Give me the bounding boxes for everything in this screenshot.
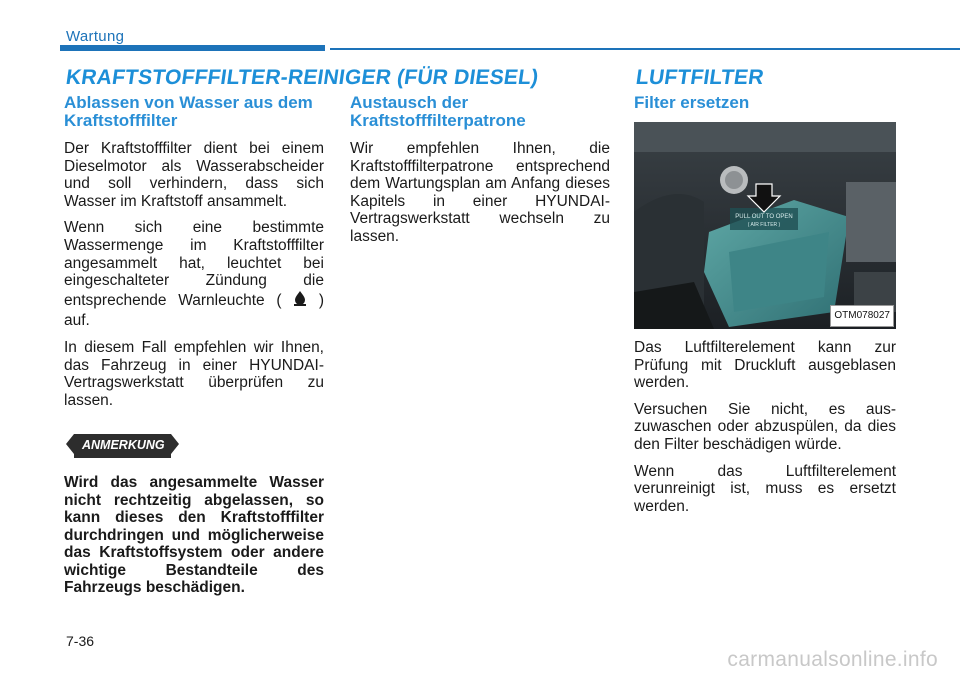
fuel-filter-water-warning-icon [293,290,307,313]
note-text: Wird das angesammelte Wasser nicht rechtzeitig abgelassen, so kann dieses den Kraftstofffilter durchdringen und möglicherweise das Kraftstoffsystem oder andere wichtige Bestandteile des Fahrzeugs beschädigen. [64,473,324,597]
header-rule-thick [60,45,325,51]
paragraph-text: ) auf. [64,291,324,330]
paragraph-text: Wenn sich eine bestimmte Wassermenge im Kraftstofffilter angesammelt hat, leuchtet bei eingeschalteter Zündung die entsprechende Warnleuchte ( [64,219,324,309]
subtitle-cartridge-replacement: Austausch der Kraftstofffilterpatrone [350,93,526,130]
paragraph: Der Kraftstofffilter dient bei einem Dieselmotor als Wasserabscheider und soll verhindern, dass sich Wasser im Kraftstoff ansammelt. [64,140,324,210]
paragraph: In diesem Fall empfehlen wir Ihnen, das Fahrzeug in einer HYUNDAI-Vertragswerkstatt überprüfen zu lassen. [64,338,324,409]
paragraph-warning-lamp [64,219,324,330]
paragraph: Versuchen Sie nicht, es aus-zuwaschen oder abzuspülen, da dies den Filter beschädigen würde. [634,400,896,453]
engine-bay-illustration [634,122,896,329]
note-badge: ANMERKUNG [74,434,171,458]
column-2 [350,94,610,255]
column-3 [634,94,896,524]
page-number: 7-36 [66,633,95,649]
engine-bay-photo [634,122,896,329]
section-title-fuel-filter: KRAFTSTOFFFILTER-REINIGER (FÜR DIESEL) [64,66,540,89]
header-rule-thin [330,48,960,50]
section-tab: Wartung [66,28,125,45]
paragraph: Wenn das Luftfilterelement verunreinigt ist, muss es ersetzt werden. [634,462,896,515]
photo-label-line1: PULL OUT TO OPEN [735,214,793,220]
paragraph: Das Luftfilterelement kann zur Prüfung mit Druckluft ausgeblasen werden. [634,339,896,392]
subtitle-replace-filter: Filter ersetzen [634,93,750,112]
photo-label-line2: ( AIR FILTER ) [747,222,781,228]
watermark: carmanualsonline.info [727,648,938,671]
photo-caption: OTM078027 [830,305,894,327]
paragraph: Wir empfehlen Ihnen, die Kraftstofffilterpatrone entsprechend dem Wartungsplan am Anfang dieses Kapitels in einer HYUNDAI-Vertragswerkstatt wechseln zu lassen. [350,140,610,245]
subtitle-water-drain: Ablassen von Wasser aus dem Kraftstofffilter [64,93,313,130]
section-title-air-filter: LUFTFILTER [634,66,766,89]
column-1 [64,94,324,606]
